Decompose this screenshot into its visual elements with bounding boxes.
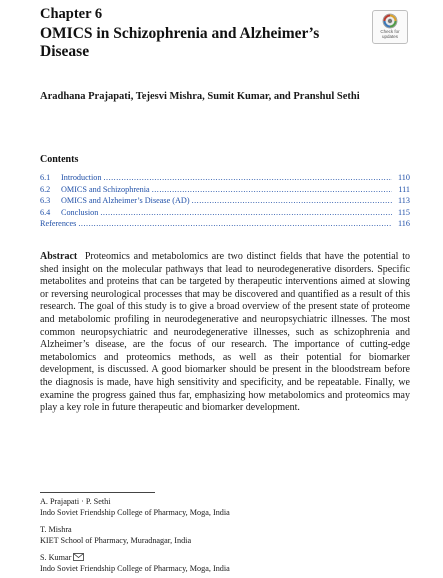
toc-item-references[interactable]	[40, 218, 410, 230]
affiliation-institution: Indo Soviet Friendship College of Pharmacy, Moga, India	[40, 563, 230, 573]
toc-item-introduction[interactable]	[40, 172, 410, 184]
affiliation-names: S. Kumar	[40, 553, 72, 562]
toc-number: 6.3	[40, 196, 51, 205]
table-of-contents	[40, 172, 410, 230]
toc-item-omics-alzheimers[interactable]	[40, 195, 410, 207]
toc-item-omics-schizophrenia[interactable]	[40, 184, 410, 196]
affiliation-prajapati-sethi	[40, 497, 230, 519]
affiliation-names: A. Prajapati · P. Sethi	[40, 497, 111, 506]
toc-title: OMICS and Alzheimer’s Disease (AD)	[61, 196, 190, 205]
affiliation-mishra	[40, 525, 191, 547]
affiliation-names: T. Mishra	[40, 525, 72, 534]
check-for-updates-label: Check for updates	[380, 29, 400, 39]
toc-leader	[103, 172, 392, 184]
toc-leader	[192, 195, 392, 207]
toc-title: Conclusion	[61, 207, 99, 217]
abstract-text: Proteomics and metabolomics are two distinct fields that have the potential to shed insight on the molecular pathways that lead to neurodegenerative disorders. Specific metabolites and proteins that can be targeted by therapeutic interventions aimed at slowing or reversing neurological processes that may be discovered and quantified as a result of this research. The goal of this study is to give a broad overview of the present state of proteome and metabolomic profiling in neurodegenerative and neuropsychiatric illnesses. The most common neuropsychiatric and neurodegenerative illnesses, such as schizophrenia and Alzheimer’s disease, are the focus of our research. The importance of cutting-edge metabolomics and proteomics methods, as well as their potential for biomarker development, is discussed. A good biomarker should be present in the bloodstream before the diagnosis is made, have high sensitivity and specificity, and be repeatable. Finally, we examine the progress gained thus far, emphasizing how metabolomics and proteomics may play a key role in future therapeutic and biomarker development.	[40, 251, 410, 414]
toc-number: 6.2	[40, 184, 51, 194]
toc-leader	[78, 218, 392, 230]
contents-heading: Contents	[40, 154, 79, 165]
affiliation-institution: Indo Soviet Friendship College of Pharmacy, Moga, India	[40, 507, 230, 517]
toc-page: 113	[398, 196, 410, 205]
toc-page: 116	[398, 219, 410, 228]
chapter-title: OMICS in Schizophrenia and Alzheimer’s Disease	[40, 25, 320, 60]
toc-item-conclusion[interactable]	[40, 207, 410, 219]
toc-leader	[100, 207, 392, 219]
toc-leader	[152, 184, 392, 196]
toc-page: 115	[398, 207, 410, 217]
affiliation-institution: KIET School of Pharmacy, Muradnagar, India	[40, 535, 192, 545]
check-for-updates-icon	[382, 13, 398, 29]
abstract-label: Abstract	[40, 251, 78, 262]
chapter-label: Chapter 6	[40, 6, 103, 22]
abstract	[40, 251, 410, 415]
toc-title: Introduction	[61, 173, 102, 182]
toc-page: 111	[398, 184, 410, 194]
envelope-icon[interactable]	[73, 553, 84, 561]
toc-number: 6.4	[40, 207, 51, 217]
toc-page: 110	[398, 173, 410, 182]
toc-title: References	[40, 219, 77, 228]
check-for-updates-badge[interactable]	[372, 10, 408, 44]
toc-title: OMICS and Schizophrenia	[61, 184, 150, 194]
author-list: Aradhana Prajapati, Tejesvi Mishra, Sumit Kumar, and Pranshul Sethi	[40, 91, 360, 102]
toc-number: 6.1	[40, 173, 51, 182]
affiliation-kumar	[40, 553, 230, 575]
footnote-divider	[40, 492, 155, 493]
